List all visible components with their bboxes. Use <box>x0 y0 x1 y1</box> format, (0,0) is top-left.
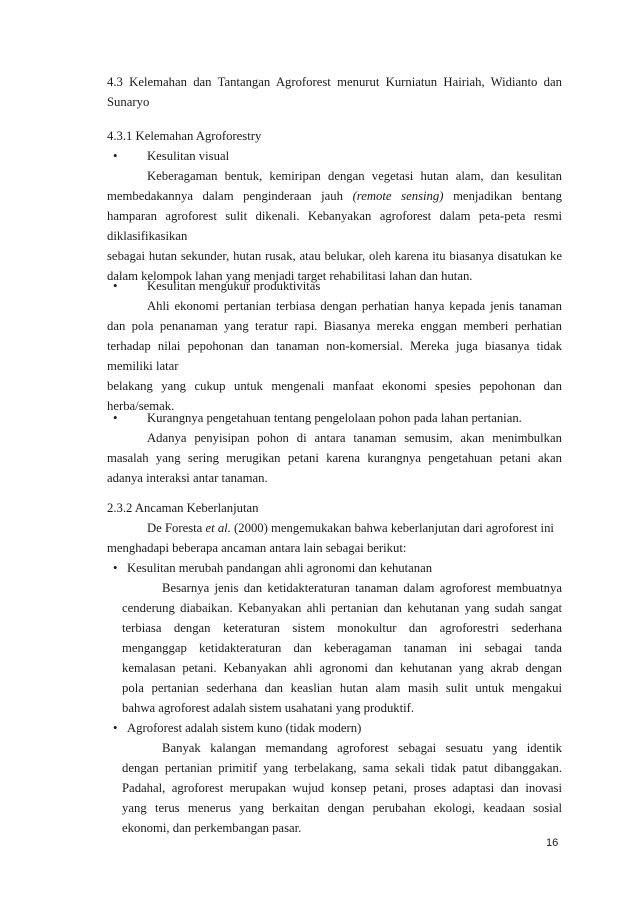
bullet-title: Kesulitan visual <box>147 149 230 163</box>
paragraph-line: menghadapi beberapa ancaman antara lain sebagai berikut: <box>107 541 407 555</box>
paragraph-line: Adanya penyisipan pohon di antara tanaman semusim, akan menimbulkan <box>147 431 562 445</box>
bullet-item <box>107 146 562 166</box>
paragraph-line: bahwa agroforest adalah sistem usahatani yang produktif. <box>122 701 415 715</box>
paragraph-line: hamparan agroforest sulit dikenali. Kebanyakan agroforest dalam peta-peta resmi <box>107 209 562 223</box>
bullet-knowledge <box>107 408 562 488</box>
bullet-title: Kesulitan mengukur produktivitas <box>147 279 321 293</box>
title-line: 4.3 Kelemahan dan Tantangan Agroforest menurut Kurniatun Hairiah, Widianto dan <box>107 75 562 89</box>
italic-term: et al. <box>205 521 231 535</box>
paragraph-line: cenderung diabaikan. Kebanyakan ahli pertanian dan kehutanan yang sudah sangat <box>122 601 562 615</box>
section-2-3-2 <box>107 498 562 838</box>
paragraph-line: belakang yang cukup untuk mengenali manfaat ekonomi spesies pepohonan dan <box>107 379 562 393</box>
paragraph-line: diklasifikasikan <box>107 229 188 243</box>
paragraph-line: dan pola penanaman yang teratur rapi. Biasanya mereka enggan memberi perhatian <box>107 319 562 333</box>
paragraph-line: pola pertanian sederhana dan keaslian hutan alam masih sulit untuk mengakui <box>122 681 562 695</box>
bullet-title: Agroforest adalah sistem kuno (tidak modern) <box>127 721 362 735</box>
paragraph-line: adanya interaksi antar tanaman. <box>107 471 268 485</box>
paragraph-line: Padahal, agroforest merupakan wujud konsep petani, proses adaptasi dan inovasi <box>122 781 562 795</box>
bullet-item <box>107 276 562 296</box>
page-number: 16 <box>546 837 559 849</box>
subsection-heading: 2.3.2 Ancaman Keberlanjutan <box>107 501 259 515</box>
paragraph-line: ekonomi, dan perkembangan pasar. <box>122 821 302 835</box>
paragraph-line: terbiasa dengan keteraturan sistem monokultur dan agroforestri sederhana <box>122 621 562 635</box>
paragraph-line: Ahli ekonomi pertanian terbiasa dengan perhatian hanya kepada jenis tanaman <box>147 299 562 313</box>
italic-term: (remote sensing) <box>352 189 444 203</box>
bullet-item <box>107 408 562 428</box>
section-title-4-3 <box>107 72 562 112</box>
paragraph-line: membedakannya dalam penginderaan jauh (remote sensing) menjadikan bentang <box>107 189 563 203</box>
paragraph-line: dalam kelompok lahan yang menjadi target rehabilitasi lahan dan hutan. <box>107 269 473 283</box>
paragraph-line: Besarnya jenis dan ketidakteraturan tanaman dalam agroforest membuatnya <box>162 581 562 595</box>
paragraph-line: memiliki latar <box>107 359 179 373</box>
paragraph-line: Keberagaman bentuk, kemiripan dengan vegetasi hutan alam, dan kesulitan <box>147 169 562 183</box>
bullet-item <box>107 558 562 578</box>
title-line: Sunaryo <box>107 95 150 109</box>
paragraph-line: terhadap nilai pepohonan dan tanaman non-komersial. Mereka juga biasanya tidak <box>107 339 562 353</box>
paragraph-line: Banyak kalangan memandang agroforest sebagai sesuatu yang identik <box>162 741 562 755</box>
paragraph-line: dengan pertanian primitif yang terbelakang, sama sekali tidak patut dibanggakan. <box>122 761 562 775</box>
section-4-3-1 <box>107 126 562 286</box>
bullet-item <box>107 718 562 738</box>
bullet-productivity <box>107 276 562 416</box>
paragraph-line: kemalasan petani. Kebanyakan ahli agronomi dan kehutanan yang akrab dengan <box>122 661 562 675</box>
subsection-heading: 4.3.1 Kelemahan Agroforestry <box>107 129 262 143</box>
paragraph-line: yang terus menerus yang berkaitan dengan perubahan ekologi, keadaan sosial <box>122 801 562 815</box>
paragraph-line: herba/semak. <box>107 399 175 413</box>
bullet-title: Kurangnya pengetahuan tentang pengelolaan pohon pada lahan pertanian. <box>147 411 522 425</box>
paragraph-line: sebagai hutan sekunder, hutan rusak, atau belukar, oleh karena itu biasanya disatukan ke <box>107 249 562 263</box>
paragraph-line: masalah yang sering merugikan petani karena kurangnya pengetahuan petani akan <box>107 451 562 465</box>
paragraph-line: menganggap ketidakteraturan dan keberagaman tanaman ini sebagai tanda <box>122 641 562 655</box>
paragraph-line: De Foresta et al. (2000) mengemukakan bahwa keberlanjutan dari agroforest ini <box>147 521 554 535</box>
bullet-title: Kesulitan merubah pandangan ahli agronomi dan kehutanan <box>127 561 433 575</box>
